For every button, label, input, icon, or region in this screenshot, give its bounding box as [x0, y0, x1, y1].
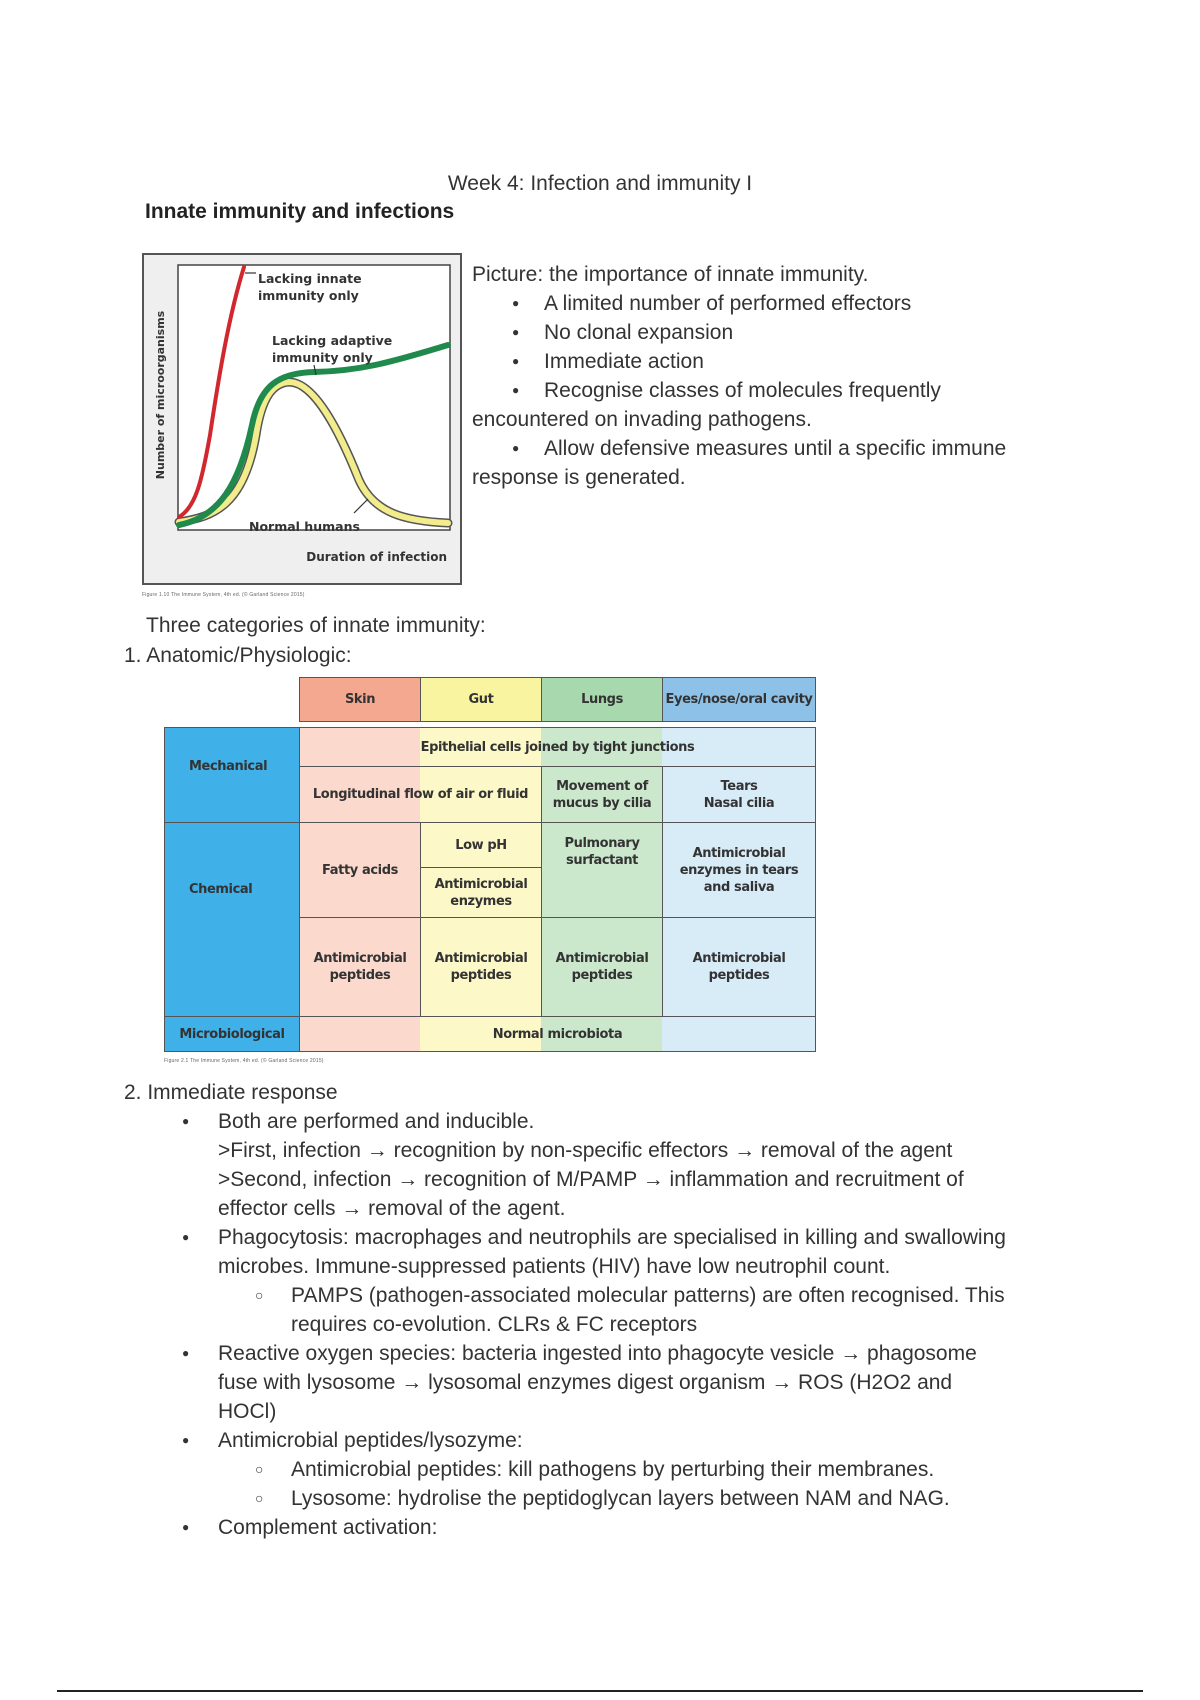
eyes-peptides-line1: Antimicrobial: [692, 951, 786, 966]
bullet-immediate-action: ● Immediate action: [472, 347, 1092, 376]
innate-label-line2: immunity only: [258, 288, 359, 303]
cell-low-ph: Low pH: [420, 822, 542, 868]
category-1-heading: 1. Anatomic/Physiologic:: [124, 644, 352, 667]
bullet-ros-cont2: HOCl): [218, 1400, 277, 1423]
gut-enzymes-line2: enzymes: [450, 893, 512, 909]
skin-peptides-line2: peptides: [329, 968, 391, 983]
row-header-chemical: Chemical: [164, 822, 300, 1017]
cell-pulmonary-surfactant: [541, 822, 663, 918]
section-heading: Innate immunity and infections: [145, 200, 455, 223]
bullet-recognise-classes: ● Recognise classes of molecules frequently: [472, 376, 1092, 405]
second-pathway-cont: effector cells → removal of the agent.: [218, 1197, 566, 1220]
bullet-ros: ● Reactive oxygen species: bacteria ingested into phagocyte vesicle → phagosome: [124, 1339, 1124, 1368]
mucus-line2: mucus by cilia: [552, 795, 652, 811]
surfactant-line2: surfactant: [566, 853, 638, 868]
page-bottom-rule: [57, 1690, 1143, 1692]
cell-normal-microbiota: Normal microbiota: [299, 1016, 816, 1052]
col-header-gut: Gut: [420, 677, 542, 722]
innate-label-line1: Lacking innate: [258, 271, 362, 286]
cell-skin-peptides: [299, 917, 421, 1017]
skin-peptides-line1: Antimicrobial: [313, 951, 407, 966]
sub-bullet-peptides: ○ Antimicrobial peptides: kill pathogens by perturbing their membranes.: [124, 1455, 1124, 1484]
figure1-description: [472, 260, 1092, 492]
bullet-performed-inducible: ● Both are performed and inducible.: [124, 1107, 1124, 1136]
gut-enzymes-line1: Antimicrobial: [434, 876, 528, 892]
cell-mucus-cilia: [541, 766, 663, 823]
lungs-peptides-line2: peptides: [571, 968, 633, 983]
innate-immunity-figure: [142, 253, 462, 585]
cell-lungs-peptides: [541, 917, 663, 1017]
infection-curves-graph: [144, 255, 460, 583]
cell-tears-cilia: [662, 766, 816, 823]
figure1-intro: Picture: the importance of innate immunity.: [472, 263, 869, 286]
bullet-no-clonal-expansion: ● No clonal expansion: [472, 318, 1092, 347]
sub-bullet-pamps-cont: requires co-evolution. CLRs & FC receptors: [291, 1313, 698, 1336]
eyes-enzymes-line2: enzymes in tears: [679, 862, 799, 878]
gut-peptides-line2: peptides: [450, 968, 512, 983]
cell-gut-peptides: [420, 917, 542, 1017]
bullet-phagocytosis-cont: microbes. Immune-suppressed patients (HIV) have low neutrophil count.: [218, 1255, 891, 1278]
sub-bullet-pamps: ○ PAMPS (pathogen-associated molecular patterns) are often recognised. This: [124, 1281, 1124, 1310]
table-caption: Figure 2.1 The Immune System, 4th ed. (© Garland Science 2015): [164, 1058, 324, 1064]
row-header-microbiological: Microbiological: [164, 1016, 300, 1052]
col-header-eyes: Eyes/nose/oral cavity: [662, 677, 816, 722]
row-header-mechanical: Mechanical: [164, 727, 300, 823]
eyes-enzymes-line1: Antimicrobial: [692, 845, 786, 861]
normal-label: Normal humans: [249, 519, 360, 534]
document-title: Week 4: Infection and immunity I: [447, 172, 753, 195]
second-pathway: >Second, infection → recognition of M/PAMP → inflammation and recruitment of: [218, 1168, 964, 1191]
tears-line2: Nasal cilia: [703, 795, 775, 811]
bullet-ros-cont1: fuse with lysosome → lysosomal enzymes digest organism → ROS (H2O2 and: [218, 1371, 953, 1394]
bullet-complement: ● Complement activation:: [124, 1513, 1124, 1542]
first-pathway: >First, infection → recognition by non-specific effectors → removal of the agent: [218, 1139, 953, 1162]
bullet-phagocytosis: ● Phagocytosis: macrophages and neutrophils are specialised in killing and swallowing: [124, 1223, 1124, 1252]
lungs-peptides-line1: Antimicrobial: [555, 951, 649, 966]
bullet-recognise-classes-cont: encountered on invading pathogens.: [472, 408, 812, 431]
cell-fatty-acids: Fatty acids: [299, 822, 421, 918]
bullet-defensive-measures-cont: response is generated.: [472, 466, 686, 489]
sub-bullet-lysosome: ○ Lysosome: hydrolise the peptidoglycan layers between NAM and NAG.: [124, 1484, 1124, 1513]
cell-epithelial: Epithelial cells joined by tight junctions: [299, 727, 816, 767]
col-header-lungs: Lungs: [541, 677, 663, 722]
adaptive-label-line1: Lacking adaptive: [272, 333, 393, 348]
eyes-enzymes-line3: and saliva: [703, 879, 775, 895]
cell-eyes-enzymes: [662, 822, 816, 918]
bullet-limited-effectors: ● A limited number of performed effectors: [472, 289, 1092, 318]
barriers-table: [164, 677, 816, 1052]
tears-line1: Tears: [720, 778, 758, 794]
x-axis-label: Duration of infection: [306, 550, 447, 564]
bullet-defensive-measures: ● Allow defensive measures until a specific immune: [472, 434, 1092, 463]
bullet-antimicrobial: ● Antimicrobial peptides/lysozyme:: [124, 1426, 1124, 1455]
cell-eyes-peptides: [662, 917, 816, 1017]
surfactant-line1: Pulmonary: [564, 836, 640, 851]
adaptive-label-line2: immunity only: [272, 350, 373, 365]
figure1-caption: Figure 1.10 The Immune System, 4th ed. (© Garland Science 2015): [142, 592, 305, 598]
eyes-peptides-line2: peptides: [708, 968, 770, 983]
immediate-response-section: [124, 1078, 1124, 1542]
cell-gut-enzymes: [420, 867, 542, 918]
categories-intro: Three categories of innate immunity:: [146, 614, 486, 637]
gut-peptides-line1: Antimicrobial: [434, 951, 528, 966]
cell-longitudinal-flow: Longitudinal flow of air or fluid: [299, 766, 542, 823]
mucus-line1: Movement of: [556, 778, 648, 794]
col-header-skin: Skin: [299, 677, 421, 722]
y-axis-label: Number of microorganisms: [154, 310, 167, 480]
category-2-heading: 2. Immediate response: [124, 1081, 338, 1104]
